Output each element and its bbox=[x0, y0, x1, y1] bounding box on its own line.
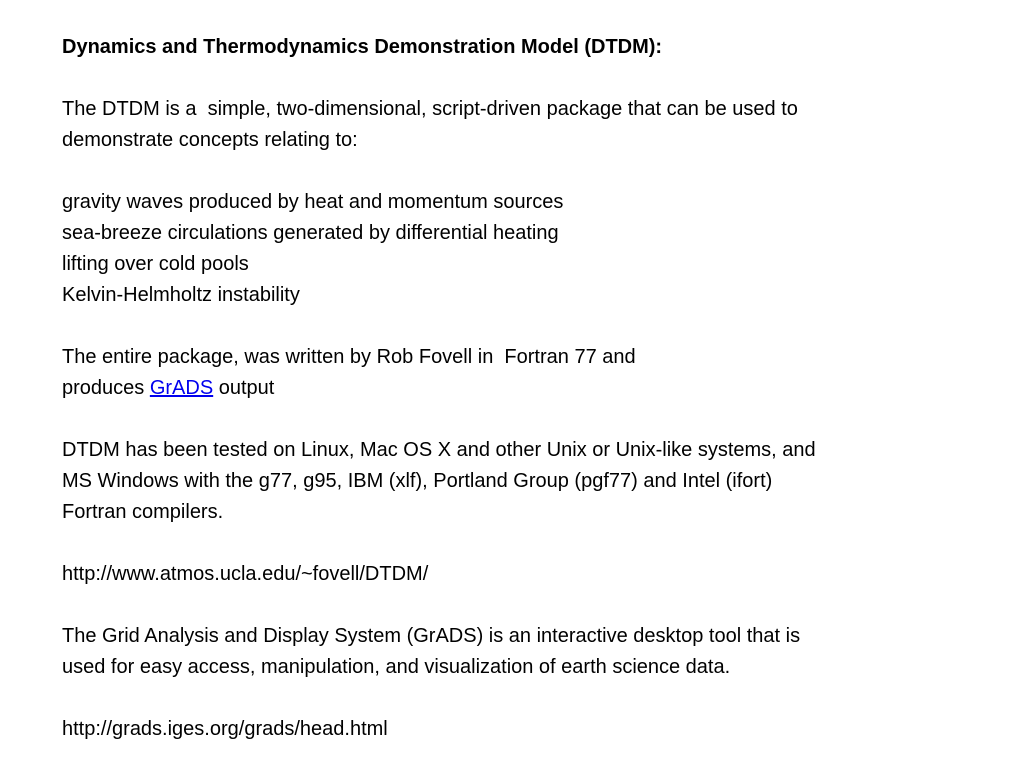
spacer bbox=[62, 63, 962, 94]
spacer bbox=[62, 404, 962, 435]
spacer bbox=[62, 683, 962, 714]
slide-content bbox=[62, 32, 962, 745]
dtdm-url: http://www.atmos.ucla.edu/~fovell/DTDM/ bbox=[62, 563, 429, 585]
author-line-1: The entire package, was written by Rob Fovell in Fortran 77 and bbox=[62, 346, 636, 368]
spacer bbox=[62, 311, 962, 342]
grads-url: http://grads.iges.org/grads/head.html bbox=[62, 718, 388, 740]
concept-item-gravity-waves: gravity waves produced by heat and momentum sources bbox=[62, 191, 564, 213]
concept-item-cold-pools: lifting over cold pools bbox=[62, 253, 249, 275]
author-suffix: output bbox=[213, 377, 275, 399]
spacer bbox=[62, 590, 962, 621]
grads-link[interactable]: GrADS bbox=[149, 377, 214, 399]
grads-desc-line-1: The Grid Analysis and Display System (GrADS) is an interactive desktop tool that is bbox=[62, 625, 801, 647]
intro-line-2: demonstrate concepts relating to: bbox=[62, 129, 358, 151]
tested-line-3: Fortran compilers. bbox=[62, 501, 224, 523]
author-line-2 bbox=[62, 373, 962, 404]
page-title: Dynamics and Thermodynamics Demonstration Model (DTDM): bbox=[62, 36, 663, 58]
spacer bbox=[62, 156, 962, 187]
concept-item-sea-breeze: sea-breeze circulations generated by differential heating bbox=[62, 222, 559, 244]
tested-line-2: MS Windows with the g77, g95, IBM (xlf), Portland Group (pgf77) and Intel (ifort) bbox=[62, 470, 773, 492]
author-prefix: produces bbox=[62, 377, 150, 399]
tested-line-1: DTDM has been tested on Linux, Mac OS X and other Unix or Unix-like systems, and bbox=[62, 439, 816, 461]
grads-desc-line-2: used for easy access, manipulation, and visualization of earth science data. bbox=[62, 656, 731, 678]
concept-item-kelvin-helmholtz: Kelvin-Helmholtz instability bbox=[62, 284, 300, 306]
spacer bbox=[62, 528, 962, 559]
intro-line-1: The DTDM is a simple, two-dimensional, script-driven package that can be used to bbox=[62, 98, 798, 120]
